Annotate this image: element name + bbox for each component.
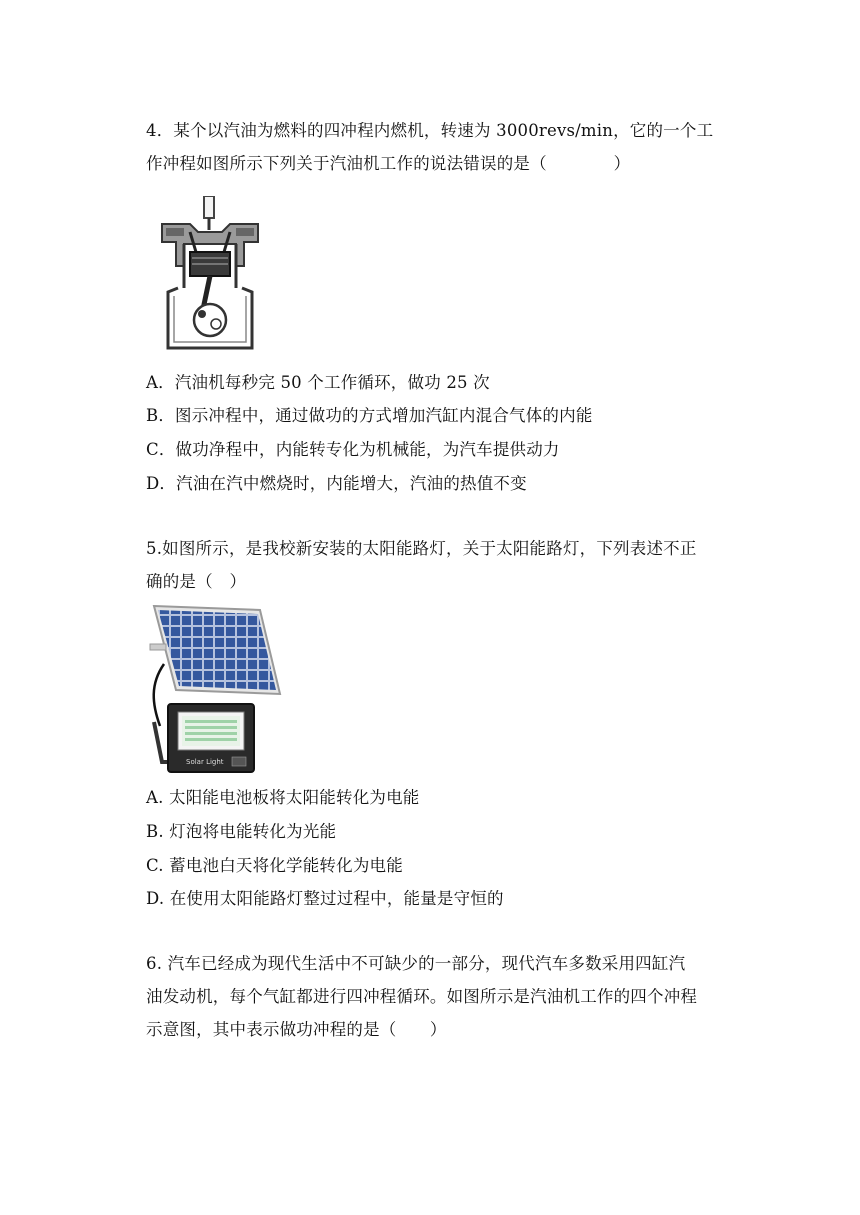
engine-cylinder-figure bbox=[160, 196, 260, 352]
q6-stem-line-3: 示意图，其中表示做功冲程的是（ ） bbox=[146, 1020, 447, 1039]
q4-option-c: C．做功净程中，内能转专化为机械能，为汽车提供动力 bbox=[146, 440, 560, 459]
q5-option-c: C. 蓄电池白天将化学能转化为电能 bbox=[146, 856, 403, 875]
q5-option-d: D. 在使用太阳能路灯整过过程中，能量是守恒的 bbox=[146, 889, 504, 908]
q5-option-a: A. 太阳能电池板将太阳能转化为电能 bbox=[146, 788, 420, 807]
q6-stem-line-2: 油发动机，每个气缸都进行四冲程循环。如图所示是汽油机工作的四个冲程 bbox=[146, 987, 698, 1006]
q4-stem-line-1: 4．某个以汽油为燃料的四冲程内燃机，转速为 3000revs/min，它的一个工 bbox=[146, 121, 714, 140]
q4-option-b: B．图示冲程中，通过做功的方式增加汽缸内混合气体的内能 bbox=[146, 406, 593, 425]
q4-stem-line-2: 作冲程如图所示下列关于汽油机工作的说法错误的是（ ） bbox=[146, 154, 631, 173]
lamp-label: Solar Light bbox=[186, 758, 224, 766]
q5-stem-line-1: 5.如图所示，是我校新安装的太阳能路灯，关于太阳能路灯，下列表述不正 bbox=[146, 539, 697, 558]
q4-option-a: A．汽油机每秒完 50 个工作循环，做功 25 次 bbox=[146, 373, 490, 392]
q6-stem-line-1: 6. 汽车已经成为现代生活中不可缺少的一部分，现代汽车多数采用四缸汽 bbox=[146, 954, 686, 973]
q5-option-b: B. 灯泡将电能转化为光能 bbox=[146, 822, 337, 841]
q5-stem-line-2: 确的是（ ） bbox=[146, 572, 247, 591]
solar-street-light-figure bbox=[148, 604, 288, 776]
q4-option-d: D．汽油在汽中燃烧时，内能增大，汽油的热值不变 bbox=[146, 474, 527, 493]
